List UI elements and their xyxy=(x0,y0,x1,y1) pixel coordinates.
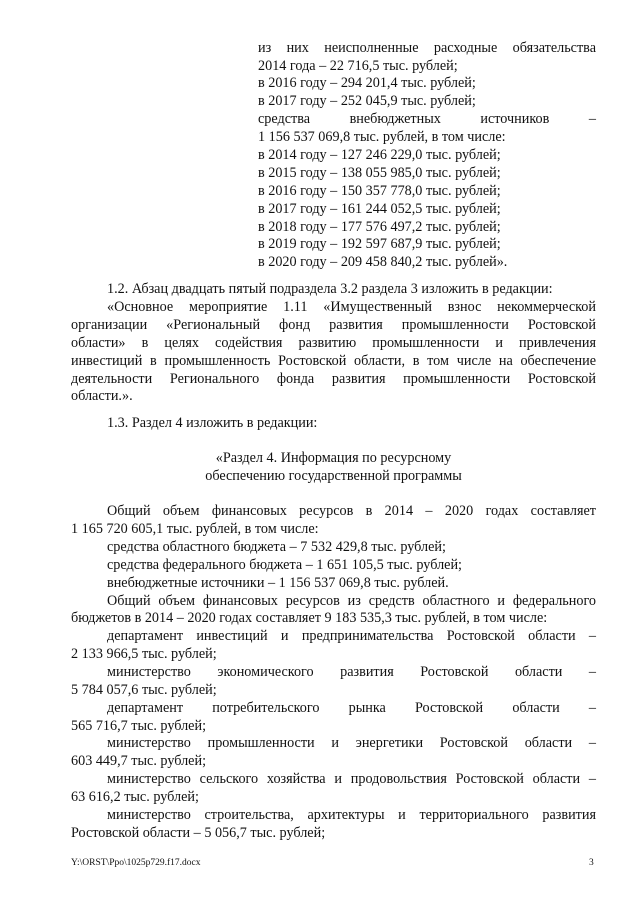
page-number: 3 xyxy=(589,858,594,868)
text-line: в 2018 году – 177 576 497,2 тыс. рублей; xyxy=(258,219,501,235)
text-line xyxy=(258,110,596,128)
word: департамент xyxy=(107,700,184,716)
section-heading: 1.3. Раздел 4 изложить в редакции: xyxy=(107,415,318,431)
text-line: министерство сельского хозяйства и продовольствия Ростовской области – xyxy=(107,771,596,787)
word: средства xyxy=(258,111,311,127)
text-line: в 2014 году – 127 246 229,0 тыс. рублей; xyxy=(258,147,501,163)
word: министерство xyxy=(107,664,191,680)
text-line: области.». xyxy=(71,388,133,404)
word: – xyxy=(588,700,596,716)
text-line: министерство промышленности и энергетики Ростовской области – xyxy=(107,735,596,751)
text-line: 603 449,7 тыс. рублей; xyxy=(71,753,207,769)
text-line: внебюджетные источники – 1 156 537 069,8 тыс. рублей. xyxy=(107,575,449,591)
word: источников xyxy=(480,111,550,127)
text-line xyxy=(107,699,596,717)
section-title: обеспечению государственной программы xyxy=(205,468,462,484)
text-line: в 2017 году – 252 045,9 тыс. рублей; xyxy=(258,93,476,109)
text-line: министерство строительства, архитектуры и территориального развития xyxy=(107,807,596,823)
text-line: в 2016 году – 150 357 778,0 тыс. рублей; xyxy=(258,183,501,199)
word: внебюджетных xyxy=(349,111,441,127)
text-line: Общий объем финансовых ресурсов из средств областного и федерального xyxy=(107,593,596,609)
word: – xyxy=(588,111,596,127)
text-line: инвестиций в промышленность Ростовской области, в том числе на обеспечение xyxy=(71,353,596,369)
footer-file-path: Y:\ORST\Ppo\1025p729.f17.docx xyxy=(71,858,201,868)
word: развития xyxy=(340,664,394,680)
text-line: Ростовской области – 5 056,7 тыс. рублей; xyxy=(71,825,326,841)
text-line: в 2020 году – 209 458 840,2 тыс. рублей». xyxy=(258,254,508,270)
text-line: 1 165 720 605,1 тыс. рублей, в том числе: xyxy=(71,521,319,537)
text-line: бюджетов в 2014 – 2020 годах составляет 9 183 535,3 тыс. рублей, в том числе: xyxy=(71,610,548,626)
word: Ростовской xyxy=(420,664,489,680)
word: рынка xyxy=(348,700,386,716)
text-line: в 2019 году – 192 597 687,9 тыс. рублей; xyxy=(258,236,501,252)
text-line: из них неисполненные расходные обязательства xyxy=(258,40,596,56)
text-line: 2014 года – 22 716,5 тыс. рублей; xyxy=(258,58,458,74)
text-line: в 2017 году – 161 244 052,5 тыс. рублей; xyxy=(258,201,501,217)
word: экономического xyxy=(217,664,314,680)
word: области xyxy=(514,664,563,680)
text-line: в 2016 году – 294 201,4 тыс. рублей; xyxy=(258,75,476,91)
section-title: «Раздел 4. Информация по ресурсному xyxy=(215,450,452,466)
text-line: Общий объем финансовых ресурсов в 2014 – 2020 годах составляет xyxy=(107,503,596,519)
text-line: 63 616,2 тыс. рублей; xyxy=(71,789,199,805)
text-line: 5 784 057,6 тыс. рублей; xyxy=(71,682,217,698)
word: потребительского xyxy=(212,700,320,716)
section-heading: 1.2. Абзац двадцать пятый подраздела 3.2 раздела 3 изложить в редакции: xyxy=(107,281,553,297)
text-line: 565 716,7 тыс. рублей; xyxy=(71,718,207,734)
word: – xyxy=(588,664,596,680)
text-line: 2 133 966,5 тыс. рублей; xyxy=(71,646,217,662)
word: области xyxy=(512,700,560,716)
text-line: организации «Региональный фонд развития промышленности Ростовской xyxy=(71,317,596,333)
text-line: «Основное мероприятие 1.11 «Имущественный взнос некоммерческой xyxy=(107,299,596,315)
text-line: области» в целях содействия развитию промышленности и привлечения xyxy=(71,335,596,351)
text-line: средства федерального бюджета – 1 651 105,5 тыс. рублей; xyxy=(107,557,462,573)
text-line: деятельности Регионального фонда развития промышленности Ростовской xyxy=(71,371,596,387)
text-line: в 2015 году – 138 055 985,0 тыс. рублей; xyxy=(258,165,501,181)
text-line: департамент инвестиций и предпринимательства Ростовской области – xyxy=(107,628,596,644)
text-line: 1 156 537 069,8 тыс. рублей, в том числе: xyxy=(258,129,506,145)
text-line: средства областного бюджета – 7 532 429,8 тыс. рублей; xyxy=(107,539,446,555)
word: Ростовской xyxy=(414,700,484,716)
text-line xyxy=(107,663,596,681)
